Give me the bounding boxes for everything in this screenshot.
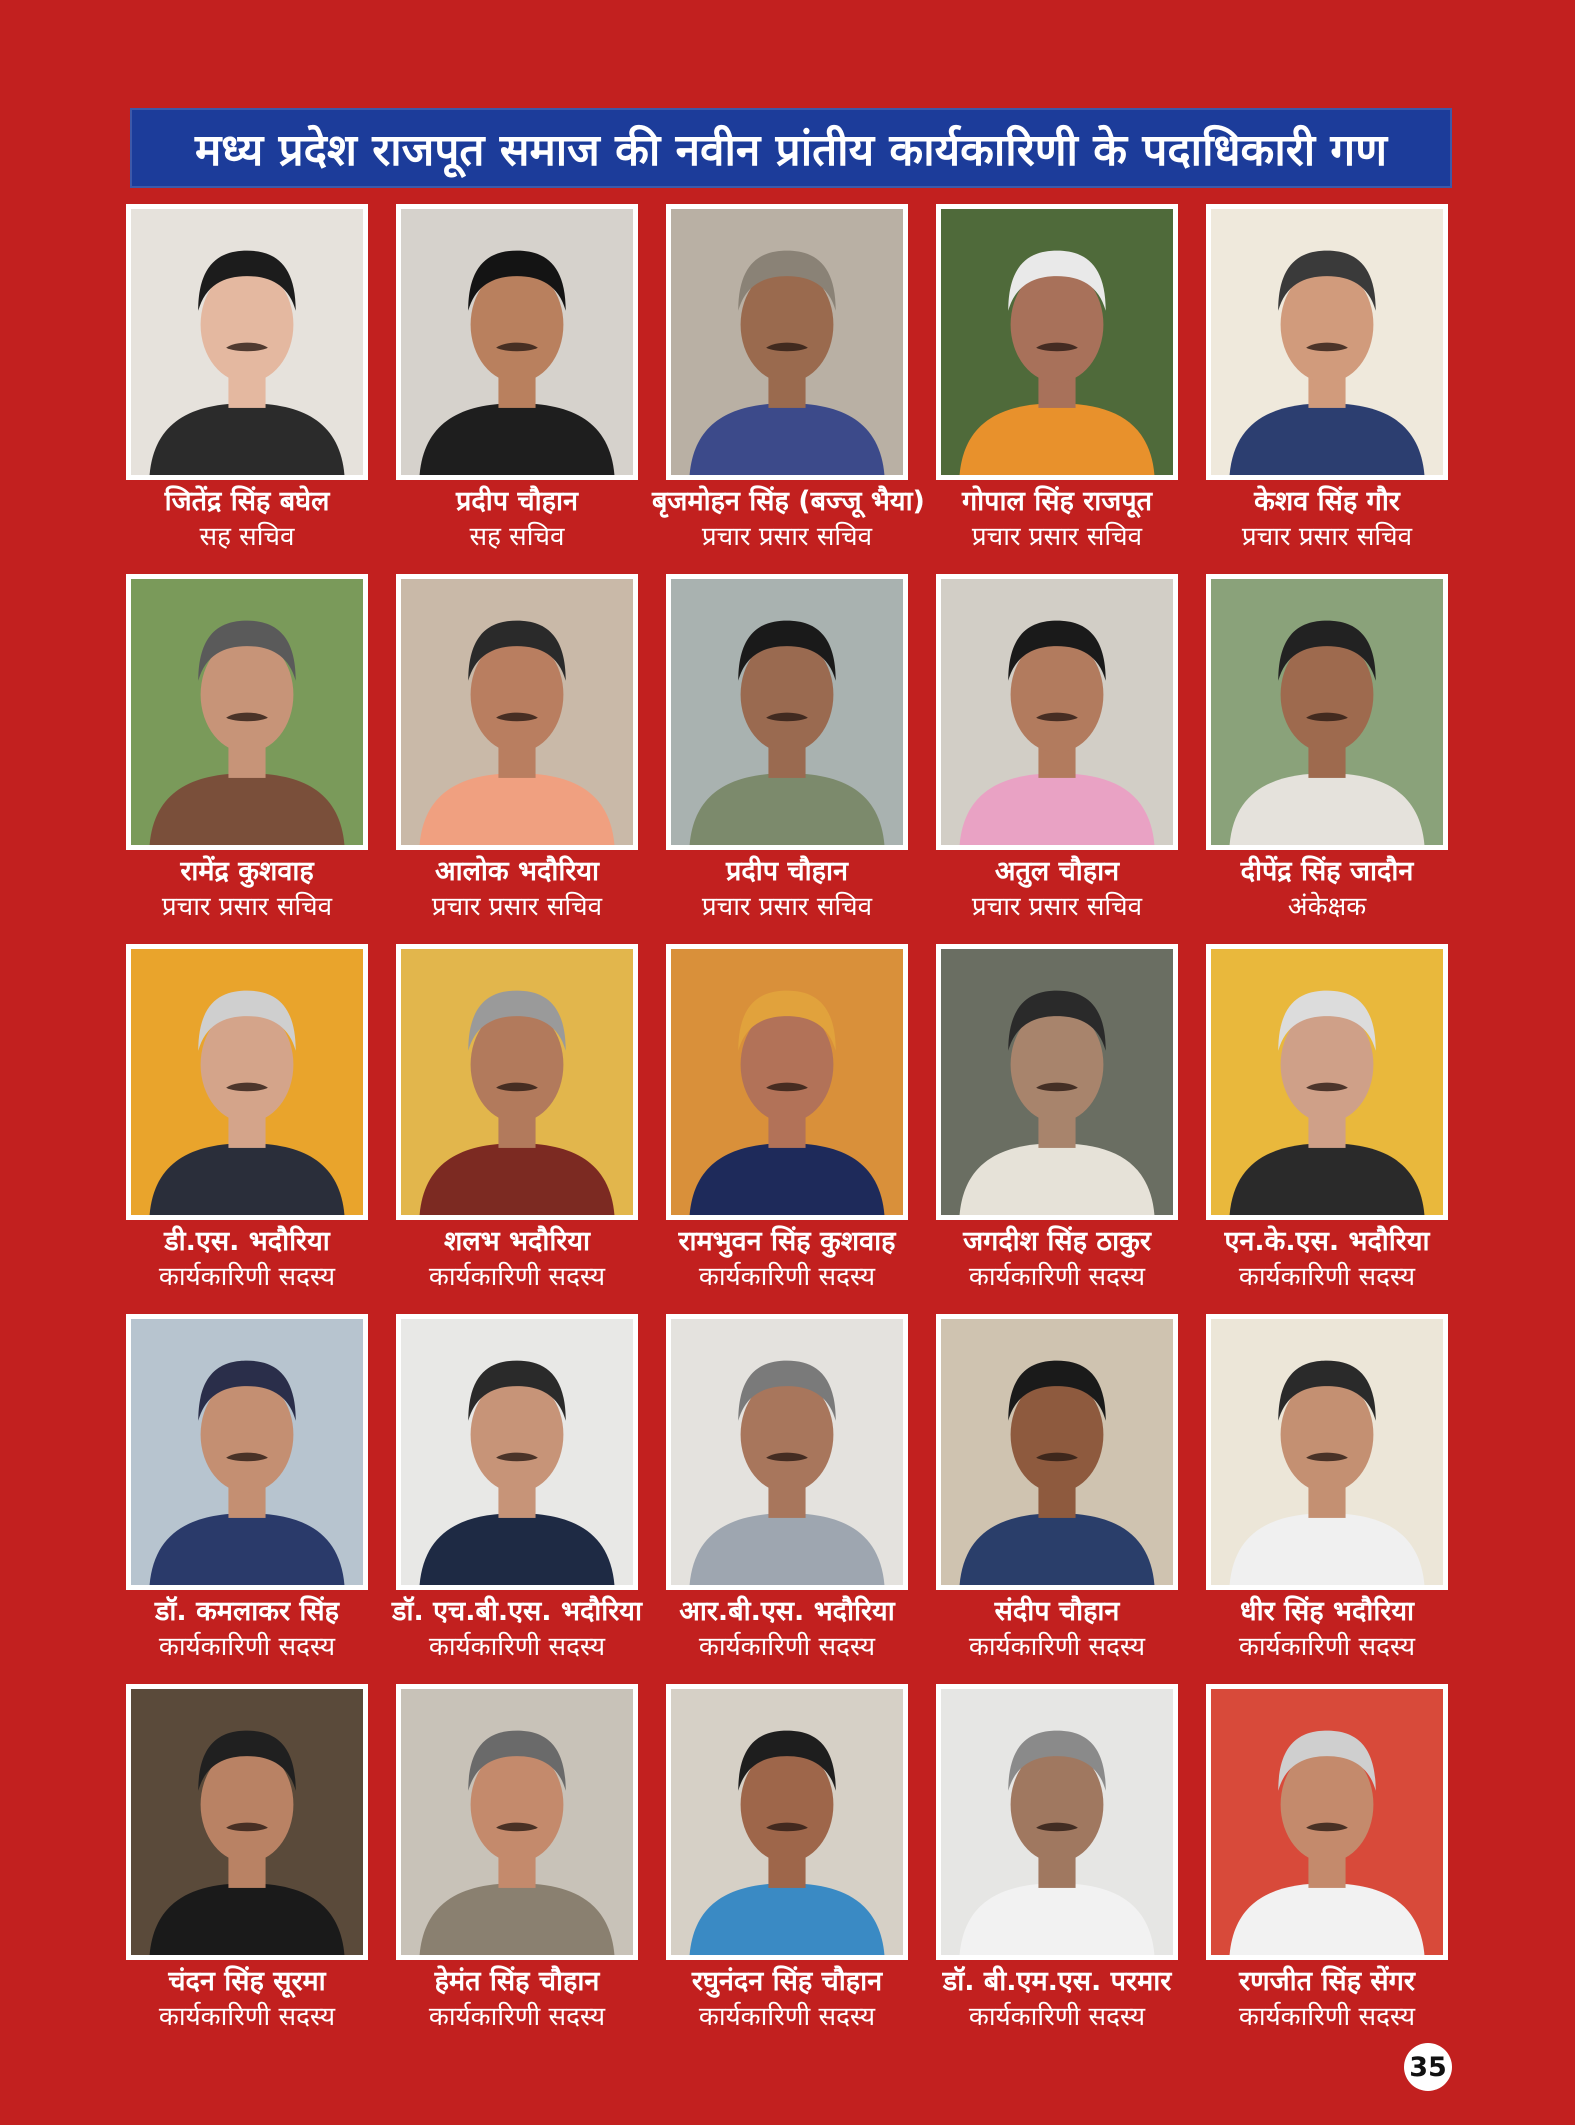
person-portrait-icon: [131, 1689, 363, 1955]
member-photo: [1206, 204, 1448, 480]
member-name: डॉ. एच.बी.एस. भदौरिया: [392, 1596, 642, 1627]
member-role: कार्यकारिणी सदस्य: [698, 1632, 876, 1662]
member-card: [126, 1310, 368, 1680]
member-card: [1206, 1680, 1448, 2050]
member-role: कार्यकारिणी सदस्य: [968, 2002, 1146, 2032]
member-photo: [936, 574, 1178, 850]
member-photo: [126, 1684, 368, 1960]
member-card: [1206, 940, 1448, 1310]
person-portrait-icon: [401, 1689, 633, 1955]
member-role: कार्यकारिणी सदस्य: [1238, 2002, 1416, 2032]
member-photo: [396, 204, 638, 480]
member-role: कार्यकारिणी सदस्य: [968, 1632, 1146, 1662]
member-photo: [396, 574, 638, 850]
member-name: प्रदीप चौहान: [456, 486, 578, 517]
member-card: [666, 940, 908, 1310]
member-card: [936, 200, 1178, 570]
member-name: दीपेंद्र सिंह जादौन: [1240, 856, 1414, 887]
member-name: गोपाल सिंह राजपूत: [961, 486, 1152, 517]
member-card: [666, 1310, 908, 1680]
person-portrait-icon: [401, 579, 633, 845]
member-role: कार्यकारिणी सदस्य: [428, 2002, 606, 2032]
member-photo: [936, 204, 1178, 480]
person-portrait-icon: [941, 579, 1173, 845]
member-photo: [936, 944, 1178, 1220]
member-name: आलोक भदौरिया: [434, 856, 600, 887]
member-name: डॉ. बी.एम.एस. परमार: [942, 1966, 1172, 1997]
member-grid: [126, 200, 1448, 2050]
member-role: कार्यकारिणी सदस्य: [1238, 1632, 1416, 1662]
member-role: प्रचार प्रसार सचिव: [701, 522, 873, 552]
member-name: आर.बी.एस. भदौरिया: [679, 1596, 895, 1627]
member-name: अतुल चौहान: [994, 856, 1120, 887]
member-name: डी.एस. भदौरिया: [164, 1226, 330, 1257]
person-portrait-icon: [401, 1319, 633, 1585]
member-photo: [936, 1314, 1178, 1590]
member-photo: [126, 204, 368, 480]
member-photo: [1206, 574, 1448, 850]
member-name: एन.के.एस. भदौरिया: [1224, 1226, 1430, 1257]
member-card: [936, 1680, 1178, 2050]
member-photo: [1206, 1314, 1448, 1590]
member-role: प्रचार प्रसार सचिव: [431, 892, 603, 922]
person-portrait-icon: [671, 1689, 903, 1955]
member-card: [396, 1680, 638, 2050]
member-card: [396, 940, 638, 1310]
member-photo: [936, 1684, 1178, 1960]
page-number: 35: [1404, 2043, 1452, 2091]
member-role: सह सचिव: [469, 522, 565, 552]
member-photo: [666, 1314, 908, 1590]
page-title-banner: [130, 108, 1452, 188]
member-photo: [126, 944, 368, 1220]
member-role: कार्यकारिणी सदस्य: [698, 2002, 876, 2032]
member-card: [936, 940, 1178, 1310]
member-card: [666, 570, 908, 940]
member-name: बृजमोहन सिंह (बज्जू भैया): [652, 486, 925, 517]
member-name: केशव सिंह गौर: [1254, 486, 1400, 517]
member-card: [392, 1310, 642, 1680]
member-card: [652, 200, 925, 570]
member-name: जगदीश सिंह ठाकुर: [963, 1226, 1151, 1257]
person-portrait-icon: [941, 949, 1173, 1215]
member-photo: [666, 574, 908, 850]
member-name: रामभुवन सिंह कुशवाह: [678, 1226, 896, 1257]
member-name: प्रदीप चौहान: [726, 856, 848, 887]
member-photo: [396, 1684, 638, 1960]
member-name: जितेंद्र सिंह बघेल: [164, 486, 330, 517]
member-photo: [666, 1684, 908, 1960]
member-card: [126, 940, 368, 1310]
member-role: कार्यकारिणी सदस्य: [428, 1262, 606, 1292]
member-name: संदीप चौहान: [994, 1596, 1120, 1627]
member-role: कार्यकारिणी सदस्य: [1238, 1262, 1416, 1292]
member-role: कार्यकारिणी सदस्य: [968, 1262, 1146, 1292]
member-card: [396, 200, 638, 570]
person-portrait-icon: [401, 209, 633, 475]
member-role: प्रचार प्रसार सचिव: [161, 892, 333, 922]
member-role: प्रचार प्रसार सचिव: [701, 892, 873, 922]
member-card: [126, 1680, 368, 2050]
member-card: [936, 570, 1178, 940]
member-role: कार्यकारिणी सदस्य: [428, 1632, 606, 1662]
member-role: कार्यकारिणी सदस्य: [158, 1632, 336, 1662]
member-name: डॉ. कमलाकर सिंह: [154, 1596, 340, 1627]
person-portrait-icon: [941, 1319, 1173, 1585]
person-portrait-icon: [671, 209, 903, 475]
person-portrait-icon: [131, 949, 363, 1215]
member-name: शलभ भदौरिया: [443, 1226, 591, 1257]
member-card: [936, 1310, 1178, 1680]
member-name: रामेंद्र कुशवाह: [180, 856, 314, 887]
member-photo: [1206, 944, 1448, 1220]
member-photo: [1206, 1684, 1448, 1960]
member-card: [666, 1680, 908, 2050]
member-name: रणजीत सिंह सेंगर: [1239, 1966, 1415, 1997]
member-photo: [126, 1314, 368, 1590]
page-title: मध्य प्रदेश राजपूत समाज की नवीन प्रांतीय कार्यकारिणी के पदाधिकारी गण: [194, 125, 1388, 176]
person-portrait-icon: [671, 579, 903, 845]
person-portrait-icon: [941, 1689, 1173, 1955]
person-portrait-icon: [131, 1319, 363, 1585]
person-portrait-icon: [131, 579, 363, 845]
member-name: रघुनंदन सिंह चौहान: [691, 1966, 883, 1997]
person-portrait-icon: [1211, 1689, 1443, 1955]
member-card: [126, 570, 368, 940]
person-portrait-icon: [401, 949, 633, 1215]
member-card: [126, 200, 368, 570]
person-portrait-icon: [131, 209, 363, 475]
member-role: कार्यकारिणी सदस्य: [698, 1262, 876, 1292]
member-role: प्रचार प्रसार सचिव: [971, 522, 1143, 552]
member-role: सह सचिव: [199, 522, 295, 552]
person-portrait-icon: [1211, 209, 1443, 475]
person-portrait-icon: [671, 1319, 903, 1585]
member-name: चंदन सिंह सूरमा: [168, 1966, 326, 1997]
person-portrait-icon: [941, 209, 1173, 475]
member-role: कार्यकारिणी सदस्य: [158, 2002, 336, 2032]
member-role: प्रचार प्रसार सचिव: [971, 892, 1143, 922]
member-role: अंकेक्षक: [1287, 892, 1367, 922]
member-name: हेमंत सिंह चौहान: [434, 1966, 600, 1997]
member-role: कार्यकारिणी सदस्य: [158, 1262, 336, 1292]
member-photo: [396, 944, 638, 1220]
member-photo: [666, 944, 908, 1220]
person-portrait-icon: [1211, 949, 1443, 1215]
member-card: [1206, 570, 1448, 940]
member-photo: [126, 574, 368, 850]
member-card: [1206, 200, 1448, 570]
member-photo: [396, 1314, 638, 1590]
member-card: [396, 570, 638, 940]
person-portrait-icon: [1211, 1319, 1443, 1585]
member-card: [1206, 1310, 1448, 1680]
person-portrait-icon: [671, 949, 903, 1215]
person-portrait-icon: [1211, 579, 1443, 845]
member-photo: [666, 204, 908, 480]
member-name: धीर सिंह भदौरिया: [1239, 1596, 1415, 1627]
member-role: प्रचार प्रसार सचिव: [1241, 522, 1413, 552]
